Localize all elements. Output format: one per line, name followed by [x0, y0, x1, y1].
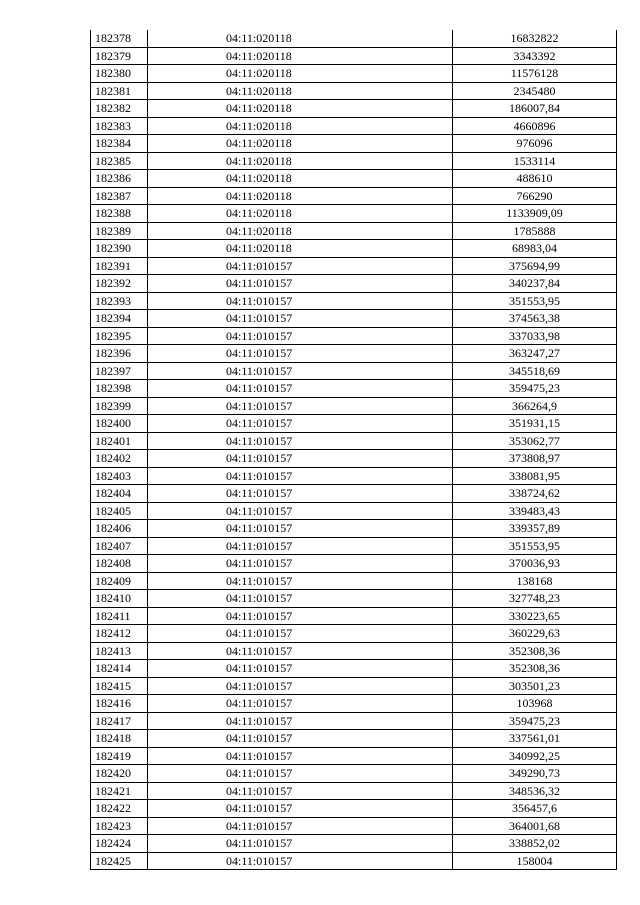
- table-row: [91, 222, 617, 240]
- value-cell: 303501,23: [453, 677, 617, 695]
- cadastral-code-cell: 04:11:020118: [148, 47, 453, 65]
- cadastral-code-cell: 04:11:010157: [148, 677, 453, 695]
- row-number-cell: 182380: [91, 65, 148, 83]
- table-row: [91, 47, 617, 65]
- cadastral-code-cell: 04:11:010157: [148, 695, 453, 713]
- table-row: [91, 800, 617, 818]
- table-row: [91, 502, 617, 520]
- row-number-cell: 182389: [91, 222, 148, 240]
- value-cell: 158004: [453, 852, 617, 870]
- table-row: [91, 345, 617, 363]
- value-cell: 360229,63: [453, 625, 617, 643]
- value-cell: 327748,23: [453, 590, 617, 608]
- value-cell: 103968: [453, 695, 617, 713]
- value-cell: 351931,15: [453, 415, 617, 433]
- row-number-cell: 182408: [91, 555, 148, 573]
- cadastral-code-cell: 04:11:020118: [148, 152, 453, 170]
- table-row: [91, 415, 617, 433]
- cadastral-code-cell: 04:11:010157: [148, 730, 453, 748]
- row-number-cell: 182419: [91, 747, 148, 765]
- value-cell: 766290: [453, 187, 617, 205]
- cadastral-code-cell: 04:11:010157: [148, 782, 453, 800]
- row-number-cell: 182420: [91, 765, 148, 783]
- row-number-cell: 182422: [91, 800, 148, 818]
- table-row: [91, 82, 617, 100]
- table-row: [91, 117, 617, 135]
- table-row: [91, 65, 617, 83]
- row-number-cell: 182417: [91, 712, 148, 730]
- value-cell: 339483,43: [453, 502, 617, 520]
- table-row: [91, 100, 617, 118]
- cadastral-code-cell: 04:11:020118: [148, 82, 453, 100]
- table-row: [91, 240, 617, 258]
- row-number-cell: 182425: [91, 852, 148, 870]
- cadastral-code-cell: 04:11:020118: [148, 100, 453, 118]
- table-row: [91, 677, 617, 695]
- table-row: [91, 782, 617, 800]
- value-cell: 375694,99: [453, 257, 617, 275]
- value-cell: 340237,84: [453, 275, 617, 293]
- value-cell: 338724,62: [453, 485, 617, 503]
- table-row: [91, 170, 617, 188]
- cadastral-code-cell: 04:11:010157: [148, 415, 453, 433]
- cadastral-code-cell: 04:11:010157: [148, 835, 453, 853]
- cadastral-code-cell: 04:11:010157: [148, 765, 453, 783]
- row-number-cell: 182393: [91, 292, 148, 310]
- cadastral-code-cell: 04:11:010157: [148, 572, 453, 590]
- cadastral-code-cell: 04:11:010157: [148, 397, 453, 415]
- table-row: [91, 485, 617, 503]
- table-row: [91, 765, 617, 783]
- value-cell: 186007,84: [453, 100, 617, 118]
- table-row: [91, 520, 617, 538]
- row-number-cell: 182405: [91, 502, 148, 520]
- row-number-cell: 182395: [91, 327, 148, 345]
- cadastral-code-cell: 04:11:010157: [148, 310, 453, 328]
- value-cell: 68983,04: [453, 240, 617, 258]
- value-cell: 374563,38: [453, 310, 617, 328]
- table-row: [91, 625, 617, 643]
- cadastral-code-cell: 04:11:010157: [148, 485, 453, 503]
- registry-table: [90, 30, 617, 870]
- row-number-cell: 182414: [91, 660, 148, 678]
- cadastral-code-cell: 04:11:010157: [148, 537, 453, 555]
- value-cell: 338081,95: [453, 467, 617, 485]
- table-row: [91, 135, 617, 153]
- cadastral-code-cell: 04:11:010157: [148, 555, 453, 573]
- table-row: [91, 467, 617, 485]
- row-number-cell: 182396: [91, 345, 148, 363]
- row-number-cell: 182379: [91, 47, 148, 65]
- cadastral-code-cell: 04:11:010157: [148, 257, 453, 275]
- row-number-cell: 182390: [91, 240, 148, 258]
- value-cell: 352308,36: [453, 642, 617, 660]
- value-cell: 353062,77: [453, 432, 617, 450]
- value-cell: 138168: [453, 572, 617, 590]
- cadastral-code-cell: 04:11:010157: [148, 432, 453, 450]
- table-row: [91, 572, 617, 590]
- table-row: [91, 730, 617, 748]
- table-row: [91, 380, 617, 398]
- value-cell: 348536,32: [453, 782, 617, 800]
- value-cell: 349290,73: [453, 765, 617, 783]
- cadastral-code-cell: 04:11:020118: [148, 170, 453, 188]
- row-number-cell: 182388: [91, 205, 148, 223]
- row-number-cell: 182404: [91, 485, 148, 503]
- row-number-cell: 182385: [91, 152, 148, 170]
- value-cell: 363247,27: [453, 345, 617, 363]
- cadastral-code-cell: 04:11:010157: [148, 292, 453, 310]
- table-row: [91, 817, 617, 835]
- row-number-cell: 182418: [91, 730, 148, 748]
- row-number-cell: 182392: [91, 275, 148, 293]
- cadastral-code-cell: 04:11:010157: [148, 852, 453, 870]
- table-row: [91, 642, 617, 660]
- cadastral-code-cell: 04:11:010157: [148, 590, 453, 608]
- value-cell: 11576128: [453, 65, 617, 83]
- row-number-cell: 182412: [91, 625, 148, 643]
- row-number-cell: 182423: [91, 817, 148, 835]
- table-row: [91, 152, 617, 170]
- table-row: [91, 292, 617, 310]
- table-row: [91, 590, 617, 608]
- table-row: [91, 397, 617, 415]
- table-row: [91, 327, 617, 345]
- cadastral-code-cell: 04:11:010157: [148, 660, 453, 678]
- row-number-cell: 182400: [91, 415, 148, 433]
- cadastral-code-cell: 04:11:010157: [148, 345, 453, 363]
- table-row: [91, 695, 617, 713]
- cadastral-code-cell: 04:11:010157: [148, 817, 453, 835]
- row-number-cell: 182411: [91, 607, 148, 625]
- table-row: [91, 835, 617, 853]
- table-row: [91, 205, 617, 223]
- row-number-cell: 182413: [91, 642, 148, 660]
- row-number-cell: 182398: [91, 380, 148, 398]
- cadastral-code-cell: 04:11:010157: [148, 642, 453, 660]
- value-cell: 4660896: [453, 117, 617, 135]
- row-number-cell: 182406: [91, 520, 148, 538]
- cadastral-code-cell: 04:11:010157: [148, 275, 453, 293]
- value-cell: 359475,23: [453, 712, 617, 730]
- cadastral-code-cell: 04:11:010157: [148, 800, 453, 818]
- value-cell: 364001,68: [453, 817, 617, 835]
- value-cell: 345518,69: [453, 362, 617, 380]
- cadastral-code-cell: 04:11:020118: [148, 65, 453, 83]
- table-row: [91, 450, 617, 468]
- row-number-cell: 182397: [91, 362, 148, 380]
- cadastral-code-cell: 04:11:020118: [148, 187, 453, 205]
- cadastral-code-cell: 04:11:010157: [148, 327, 453, 345]
- value-cell: 366264,9: [453, 397, 617, 415]
- registry-table-body: [91, 30, 617, 870]
- row-number-cell: 182394: [91, 310, 148, 328]
- cadastral-code-cell: 04:11:010157: [148, 712, 453, 730]
- table-row: [91, 712, 617, 730]
- table-row: [91, 30, 617, 47]
- value-cell: 351553,95: [453, 537, 617, 555]
- row-number-cell: 182410: [91, 590, 148, 608]
- cadastral-code-cell: 04:11:010157: [148, 607, 453, 625]
- table-row: [91, 555, 617, 573]
- value-cell: 976096: [453, 135, 617, 153]
- row-number-cell: 182382: [91, 100, 148, 118]
- row-number-cell: 182416: [91, 695, 148, 713]
- value-cell: 370036,93: [453, 555, 617, 573]
- table-row: [91, 747, 617, 765]
- cadastral-code-cell: 04:11:010157: [148, 747, 453, 765]
- row-number-cell: 182384: [91, 135, 148, 153]
- value-cell: 2345480: [453, 82, 617, 100]
- value-cell: 339357,89: [453, 520, 617, 538]
- cadastral-code-cell: 04:11:010157: [148, 520, 453, 538]
- table-row: [91, 257, 617, 275]
- table-row: [91, 362, 617, 380]
- value-cell: 351553,95: [453, 292, 617, 310]
- row-number-cell: 182409: [91, 572, 148, 590]
- cadastral-code-cell: 04:11:010157: [148, 467, 453, 485]
- row-number-cell: 182387: [91, 187, 148, 205]
- cadastral-code-cell: 04:11:010157: [148, 380, 453, 398]
- cadastral-code-cell: 04:11:020118: [148, 117, 453, 135]
- value-cell: 359475,23: [453, 380, 617, 398]
- value-cell: 3343392: [453, 47, 617, 65]
- table-row: [91, 660, 617, 678]
- row-number-cell: 182407: [91, 537, 148, 555]
- row-number-cell: 182386: [91, 170, 148, 188]
- value-cell: 16832822: [453, 30, 617, 47]
- value-cell: 1785888: [453, 222, 617, 240]
- table-row: [91, 432, 617, 450]
- value-cell: 337561,01: [453, 730, 617, 748]
- cadastral-code-cell: 04:11:020118: [148, 30, 453, 47]
- value-cell: 1533114: [453, 152, 617, 170]
- row-number-cell: 182391: [91, 257, 148, 275]
- value-cell: 330223,65: [453, 607, 617, 625]
- row-number-cell: 182402: [91, 450, 148, 468]
- cadastral-code-cell: 04:11:010157: [148, 502, 453, 520]
- row-number-cell: 182415: [91, 677, 148, 695]
- cadastral-code-cell: 04:11:010157: [148, 625, 453, 643]
- value-cell: 352308,36: [453, 660, 617, 678]
- row-number-cell: 182401: [91, 432, 148, 450]
- value-cell: 488610: [453, 170, 617, 188]
- table-row: [91, 310, 617, 328]
- value-cell: 1133909,09: [453, 205, 617, 223]
- cadastral-code-cell: 04:11:020118: [148, 222, 453, 240]
- row-number-cell: 182403: [91, 467, 148, 485]
- row-number-cell: 182383: [91, 117, 148, 135]
- cadastral-code-cell: 04:11:020118: [148, 205, 453, 223]
- row-number-cell: 182421: [91, 782, 148, 800]
- value-cell: 337033,98: [453, 327, 617, 345]
- value-cell: 340992,25: [453, 747, 617, 765]
- cadastral-code-cell: 04:11:020118: [148, 135, 453, 153]
- table-row: [91, 537, 617, 555]
- table-row: [91, 275, 617, 293]
- cadastral-code-cell: 04:11:010157: [148, 362, 453, 380]
- row-number-cell: 182381: [91, 82, 148, 100]
- cadastral-code-cell: 04:11:010157: [148, 450, 453, 468]
- value-cell: 338852,02: [453, 835, 617, 853]
- table-row: [91, 607, 617, 625]
- table-row: [91, 187, 617, 205]
- table-row: [91, 852, 617, 870]
- cadastral-code-cell: 04:11:020118: [148, 240, 453, 258]
- value-cell: 373808,97: [453, 450, 617, 468]
- row-number-cell: 182399: [91, 397, 148, 415]
- value-cell: 356457,6: [453, 800, 617, 818]
- row-number-cell: 182378: [91, 30, 148, 47]
- row-number-cell: 182424: [91, 835, 148, 853]
